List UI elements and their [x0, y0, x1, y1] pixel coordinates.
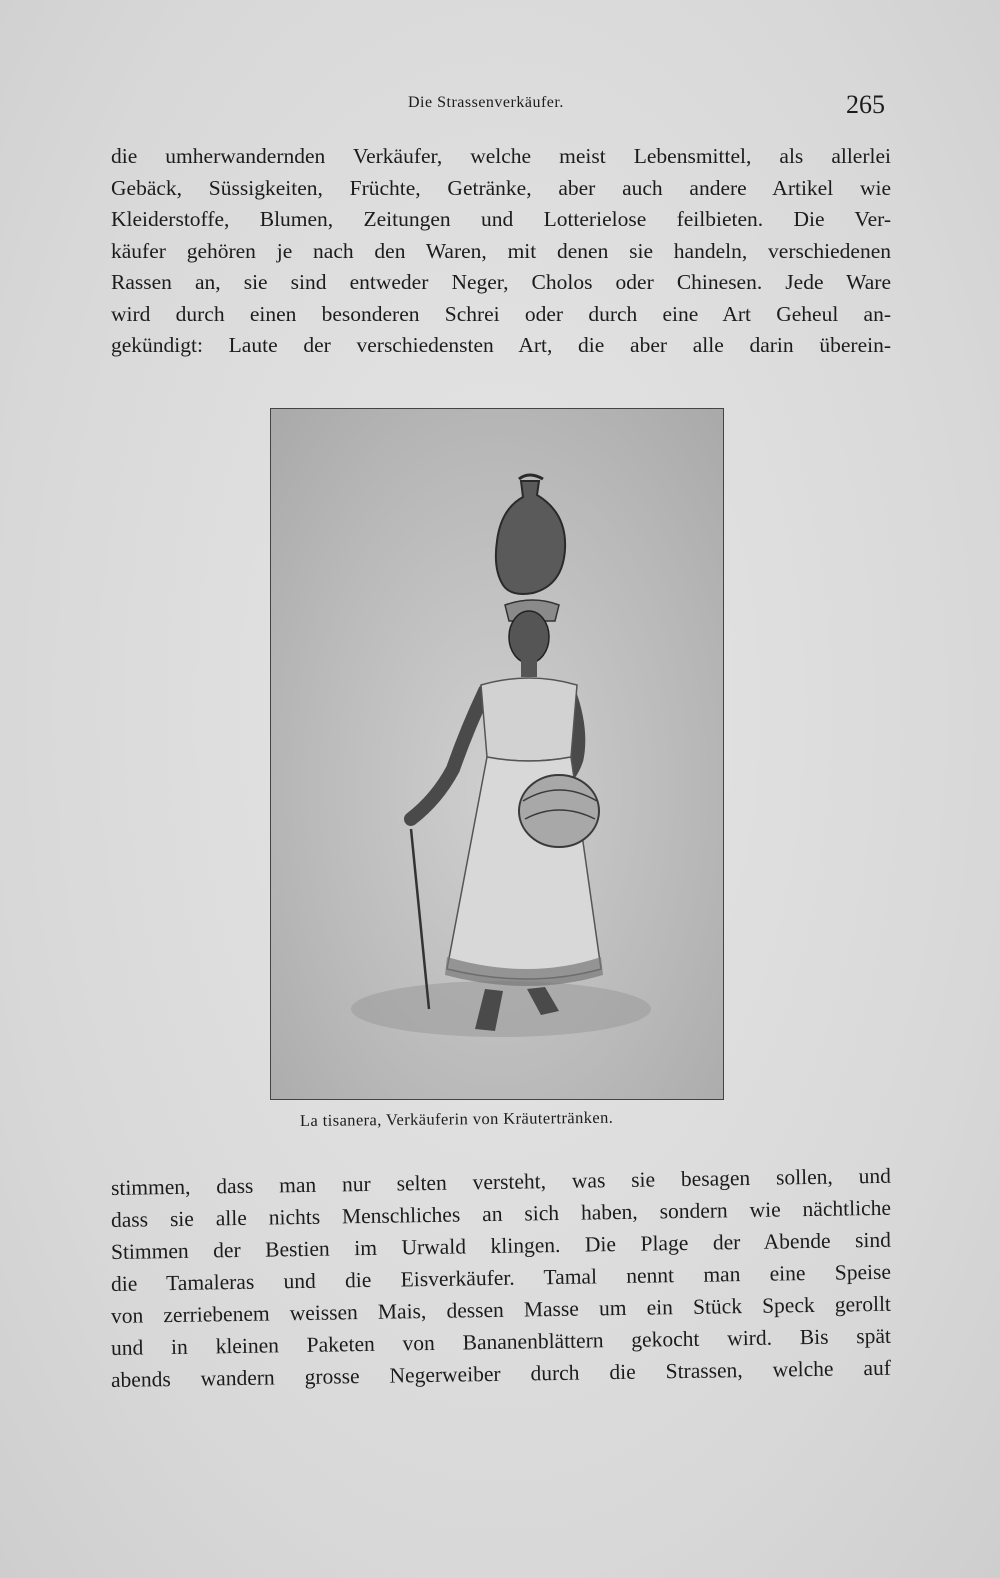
figure-illustration — [270, 408, 724, 1100]
text-line: die umherwandernden Verkäufer, welche meist Lebensmittel, als allerlei — [111, 144, 891, 168]
street-vendor-drawing — [271, 409, 723, 1099]
paragraph-top — [111, 141, 891, 362]
paragraph-bottom — [110, 1163, 892, 1396]
text-line: Stimmen der Bestien im Urwald klingen. Die Plage der Abende sind — [110, 1227, 892, 1264]
text-line: käufer gehören je nach den Waren, mit denen sie handeln, verschiedenen — [111, 238, 891, 263]
text-line: Kleiderstoffe, Blumen, Zeitungen und Lotterielose feilbieten. Die Ver- — [111, 207, 891, 231]
figure-caption: La tisanera, Verkäuferin von Kräutertränken. — [299, 1107, 614, 1130]
text-line: Gebäck, Süssigkeiten, Früchte, Getränke, aber auch andere Artikel wie — [111, 175, 891, 200]
text-line: und in kleinen Paketen von Bananenblättern gekocht wird. Bis spät — [110, 1323, 892, 1360]
text-line: von zerriebenem weissen Mais, dessen Masse um ein Stück Speck gerollt — [110, 1291, 892, 1328]
running-title: Die Strassenverkäufer. — [408, 94, 564, 111]
text-line: dass sie alle nichts Menschliches an sich haben, sondern wie nächtliche — [110, 1195, 892, 1232]
text-line: gekündigt: Laute der verschiedensten Art, die aber alle darin überein- — [111, 333, 891, 357]
text-line: die Tamaleras und die Eisverkäufer. Tamal nennt man eine Speise — [110, 1259, 892, 1296]
text-line: abends wandern grosse Negerweiber durch die Strassen, welche auf — [110, 1355, 892, 1392]
text-line: wird durch einen besonderen Schrei oder durch eine Art Geheul an- — [111, 301, 891, 326]
page-number: 265 — [846, 90, 885, 119]
text-line: stimmen, dass man nur selten versteht, was sie besagen sollen, und — [110, 1163, 892, 1200]
text-line: Rassen an, sie sind entweder Neger, Cholos oder Chinesen. Jede Ware — [111, 270, 891, 294]
